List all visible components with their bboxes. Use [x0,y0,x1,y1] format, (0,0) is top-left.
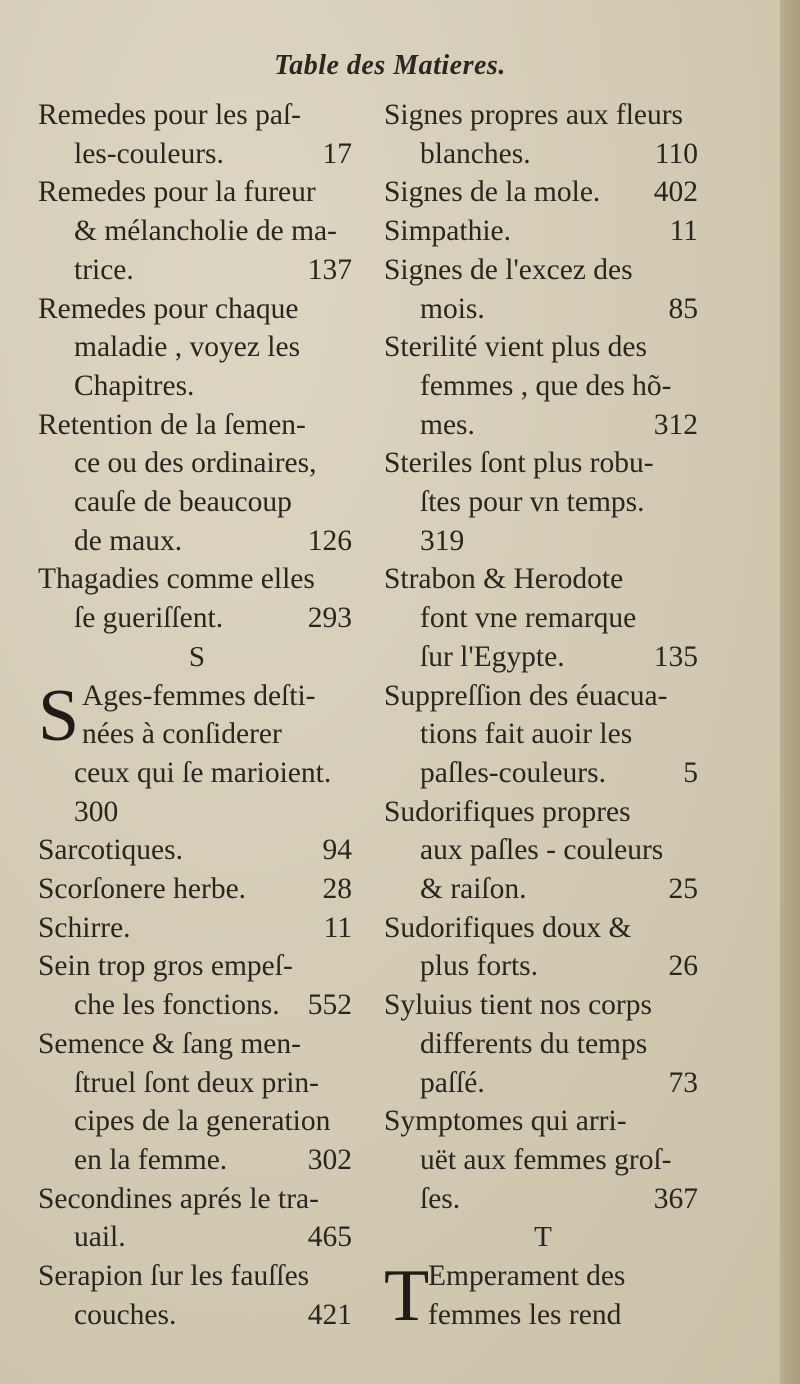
entry-line [384,1180,702,1219]
entry-line [384,986,702,1025]
entry-line [38,96,356,135]
index-entry [384,677,702,793]
page-number: 5 [683,756,698,789]
entry-text: 300 [74,795,119,828]
entry-text: trice. [74,253,134,286]
entry-line [38,367,356,406]
entry-text: Thagadies comme elles [38,563,315,596]
index-entry [38,1025,356,1180]
page-number: 312 [653,408,698,441]
entry-line [38,290,356,329]
entry-text: paſſé. [420,1066,485,1099]
entry-text: les-couleurs. [74,137,224,170]
entry-line [38,1102,356,1141]
entry-line [384,870,702,909]
index-entry [384,909,702,986]
entry-text: Remedes pour la fureur [38,176,316,209]
dropcap-entry-t [384,1255,702,1338]
dropcap-entry-s [38,674,356,832]
section-letter-s: S [188,640,206,673]
entry-text: Steriles ſont plus robu- [384,447,654,480]
index-entry [384,444,702,560]
entry-text: Symptomes qui arri- [384,1105,627,1138]
entry-text: & mélancholie de ma- [74,215,337,248]
entry-text: Chapitres. [74,369,195,402]
right-entries [384,96,702,1218]
page-number: 465 [307,1221,352,1254]
entry-line [38,1064,356,1103]
entry-line [384,560,702,599]
page-number: 11 [669,215,698,248]
entry-line [384,328,702,367]
index-entry [384,212,702,251]
entry-line [384,638,702,677]
page-number: 402 [653,176,698,209]
entry-line [38,444,356,483]
entry-line [38,754,356,793]
dropcap-t: T [384,1255,430,1338]
entry-line [38,1180,356,1219]
entry-line [38,1257,356,1296]
entry-text: en la femme. [74,1143,228,1176]
entry-text: Retention de la ſemen- [38,408,306,441]
entry-text: Schirre. [38,911,131,944]
entry-text: Semence & ſang men- [38,1027,301,1060]
entry-line [384,173,702,212]
entry-text: paſles-couleurs. [420,756,606,789]
page-edge [780,0,800,1384]
entry-text: Signes de la mole. [384,176,601,209]
entry-line [384,1064,702,1103]
entry-text: femmes les rend [428,1298,622,1331]
page-header: Table des Matieres. [274,50,506,81]
page-number: 552 [307,989,352,1022]
page-number: 73 [668,1066,698,1099]
entry-text: che les fonctions. [74,989,280,1022]
index-entry [38,96,356,173]
entry-line [38,599,356,638]
entry-text: couches. [74,1298,177,1331]
entry-text: ceux qui ſe marioient. [74,756,332,789]
left-after-s-entries [38,831,356,1334]
entry-text: Sarcotiques. [38,834,184,867]
page-number: 17 [322,137,352,170]
entry-line [38,677,356,716]
entry-text: maladie , voyez les [74,331,301,364]
index-entry [384,986,702,1102]
index-entry [384,560,702,676]
entry-line [38,909,356,948]
page-number: 126 [307,524,352,557]
entry-text: Sudorifiques propres [384,795,631,828]
page-number: 26 [668,950,698,983]
entry-text: nées à conſiderer [82,718,282,751]
entry-line [384,1257,702,1296]
entry-line [384,96,702,135]
entry-line [384,715,702,754]
page-number: 85 [668,292,698,325]
entry-line [38,173,356,212]
entry-line [38,1218,356,1257]
entry-line [38,947,356,986]
entry-line [38,135,356,174]
index-entry [38,909,356,948]
entry-line [38,870,356,909]
entry-line [384,947,702,986]
entry-line [384,1102,702,1141]
page-number: 28 [322,873,352,906]
entry-line [384,290,702,329]
entry-text: Suppreſſion des éuacua- [384,679,668,712]
index-entry [384,251,702,328]
entry-text: cipes de la generation [74,1105,331,1138]
entry-text: Simpathie. [384,215,512,248]
entry-line [38,522,356,561]
page-number: 302 [307,1143,352,1176]
entry-text: aux paſles - couleurs [420,834,664,867]
entry-line [38,212,356,251]
page-number: 94 [322,834,352,867]
entry-text: uail. [74,1221,126,1254]
index-entry [38,1180,356,1257]
entry-text: ſtes pour vn temps. [420,486,645,519]
page-number: 421 [307,1298,352,1331]
entry-line [384,599,702,638]
entry-line [38,1025,356,1064]
entry-line [384,212,702,251]
index-entry [38,406,356,561]
entry-text: Signes propres aux fleurs [384,99,684,131]
entry-text: cauſe de beaucoup [74,486,292,519]
entry-line [384,1141,702,1180]
entry-line [384,367,702,406]
entry-line [384,522,702,561]
entry-text: 319 [420,524,465,557]
entry-text: differents du temps [420,1027,648,1060]
entry-text: & raiſon. [420,873,527,906]
left-entries [38,96,356,638]
entry-text: plus forts. [420,950,538,983]
page-number: 25 [668,873,698,906]
entry-text: blanches. [420,137,531,170]
entry-line [38,1296,356,1335]
entry-text: Strabon & Herodote [384,563,624,596]
entry-text: Sterilité vient plus des [384,331,648,364]
entry-line [384,483,702,522]
entry-line [384,251,702,290]
entry-line [384,135,702,174]
section-letter-t: T [534,1221,552,1254]
entry-line [384,677,702,716]
entry-line [384,406,702,445]
entry-line [384,754,702,793]
entry-text: Sudorifiques doux & [384,911,632,944]
entry-text: Emperament des [428,1260,626,1293]
right-column [384,96,702,1338]
entry-text: ſtruel ſont deux prin- [74,1066,319,1099]
index-entry [38,1257,356,1334]
entry-text: Sein trop gros empeſ- [38,950,293,983]
entry-text: Ages-femmes deſti- [82,679,316,712]
entry-text: femmes , que des hõ- [420,369,672,402]
entry-text: uët aux femmes groſ- [420,1143,672,1176]
page-number: 293 [307,602,352,635]
page-number: 135 [653,640,698,673]
entry-line [384,831,702,870]
entry-text: ce ou des ordinaires, [74,447,317,480]
page-number: 137 [307,253,352,286]
entry-text: de maux. [74,524,183,557]
index-entry [38,870,356,909]
entry-text: Scorſonere herbe. [38,873,247,906]
entry-line [38,715,356,754]
dropcap-s: S [38,674,80,757]
index-entry [384,173,702,212]
entry-text: Remedes pour chaque [38,292,299,325]
page-number: 110 [654,137,698,170]
index-entry [38,560,356,637]
page-number: 367 [653,1182,698,1215]
entry-line [38,251,356,290]
entry-line [384,909,702,948]
entry-text: Secondines aprés le tra- [38,1182,319,1215]
entry-line [384,793,702,832]
entry-line [38,986,356,1025]
entry-line [38,406,356,445]
entry-text: ſes. [420,1182,461,1215]
entry-line [38,831,356,870]
left-column [38,96,356,1335]
entry-line [38,1141,356,1180]
entry-text: Signes de l'excez des [384,253,633,286]
page-number: 11 [323,911,352,944]
entry-line [38,793,356,832]
index-entry [384,793,702,909]
entry-text: Remedes pour les paſ- [38,99,301,131]
entry-line [384,1296,702,1335]
entry-text: mes. [420,408,475,441]
entry-line [38,483,356,522]
index-entry [38,173,356,289]
entry-line [38,560,356,599]
index-entry [38,831,356,870]
index-entry [384,1102,702,1218]
entry-text: tions fait auoir les [420,718,633,751]
entry-text: ſur l'Egypte. [420,640,565,673]
index-entry [38,290,356,406]
index-entry [38,947,356,1024]
entry-line [38,328,356,367]
index-entry [384,96,702,173]
index-entry [384,328,702,444]
entry-line [384,1025,702,1064]
entry-text: Serapion ſur les fauſſes [38,1260,310,1293]
entry-line [384,444,702,483]
entry-text: Syluius tient nos corps [384,989,652,1022]
entry-text: mois. [420,292,485,325]
entry-text: ſe gueriſſent. [74,602,224,635]
entry-text: font vne remarque [420,602,637,635]
